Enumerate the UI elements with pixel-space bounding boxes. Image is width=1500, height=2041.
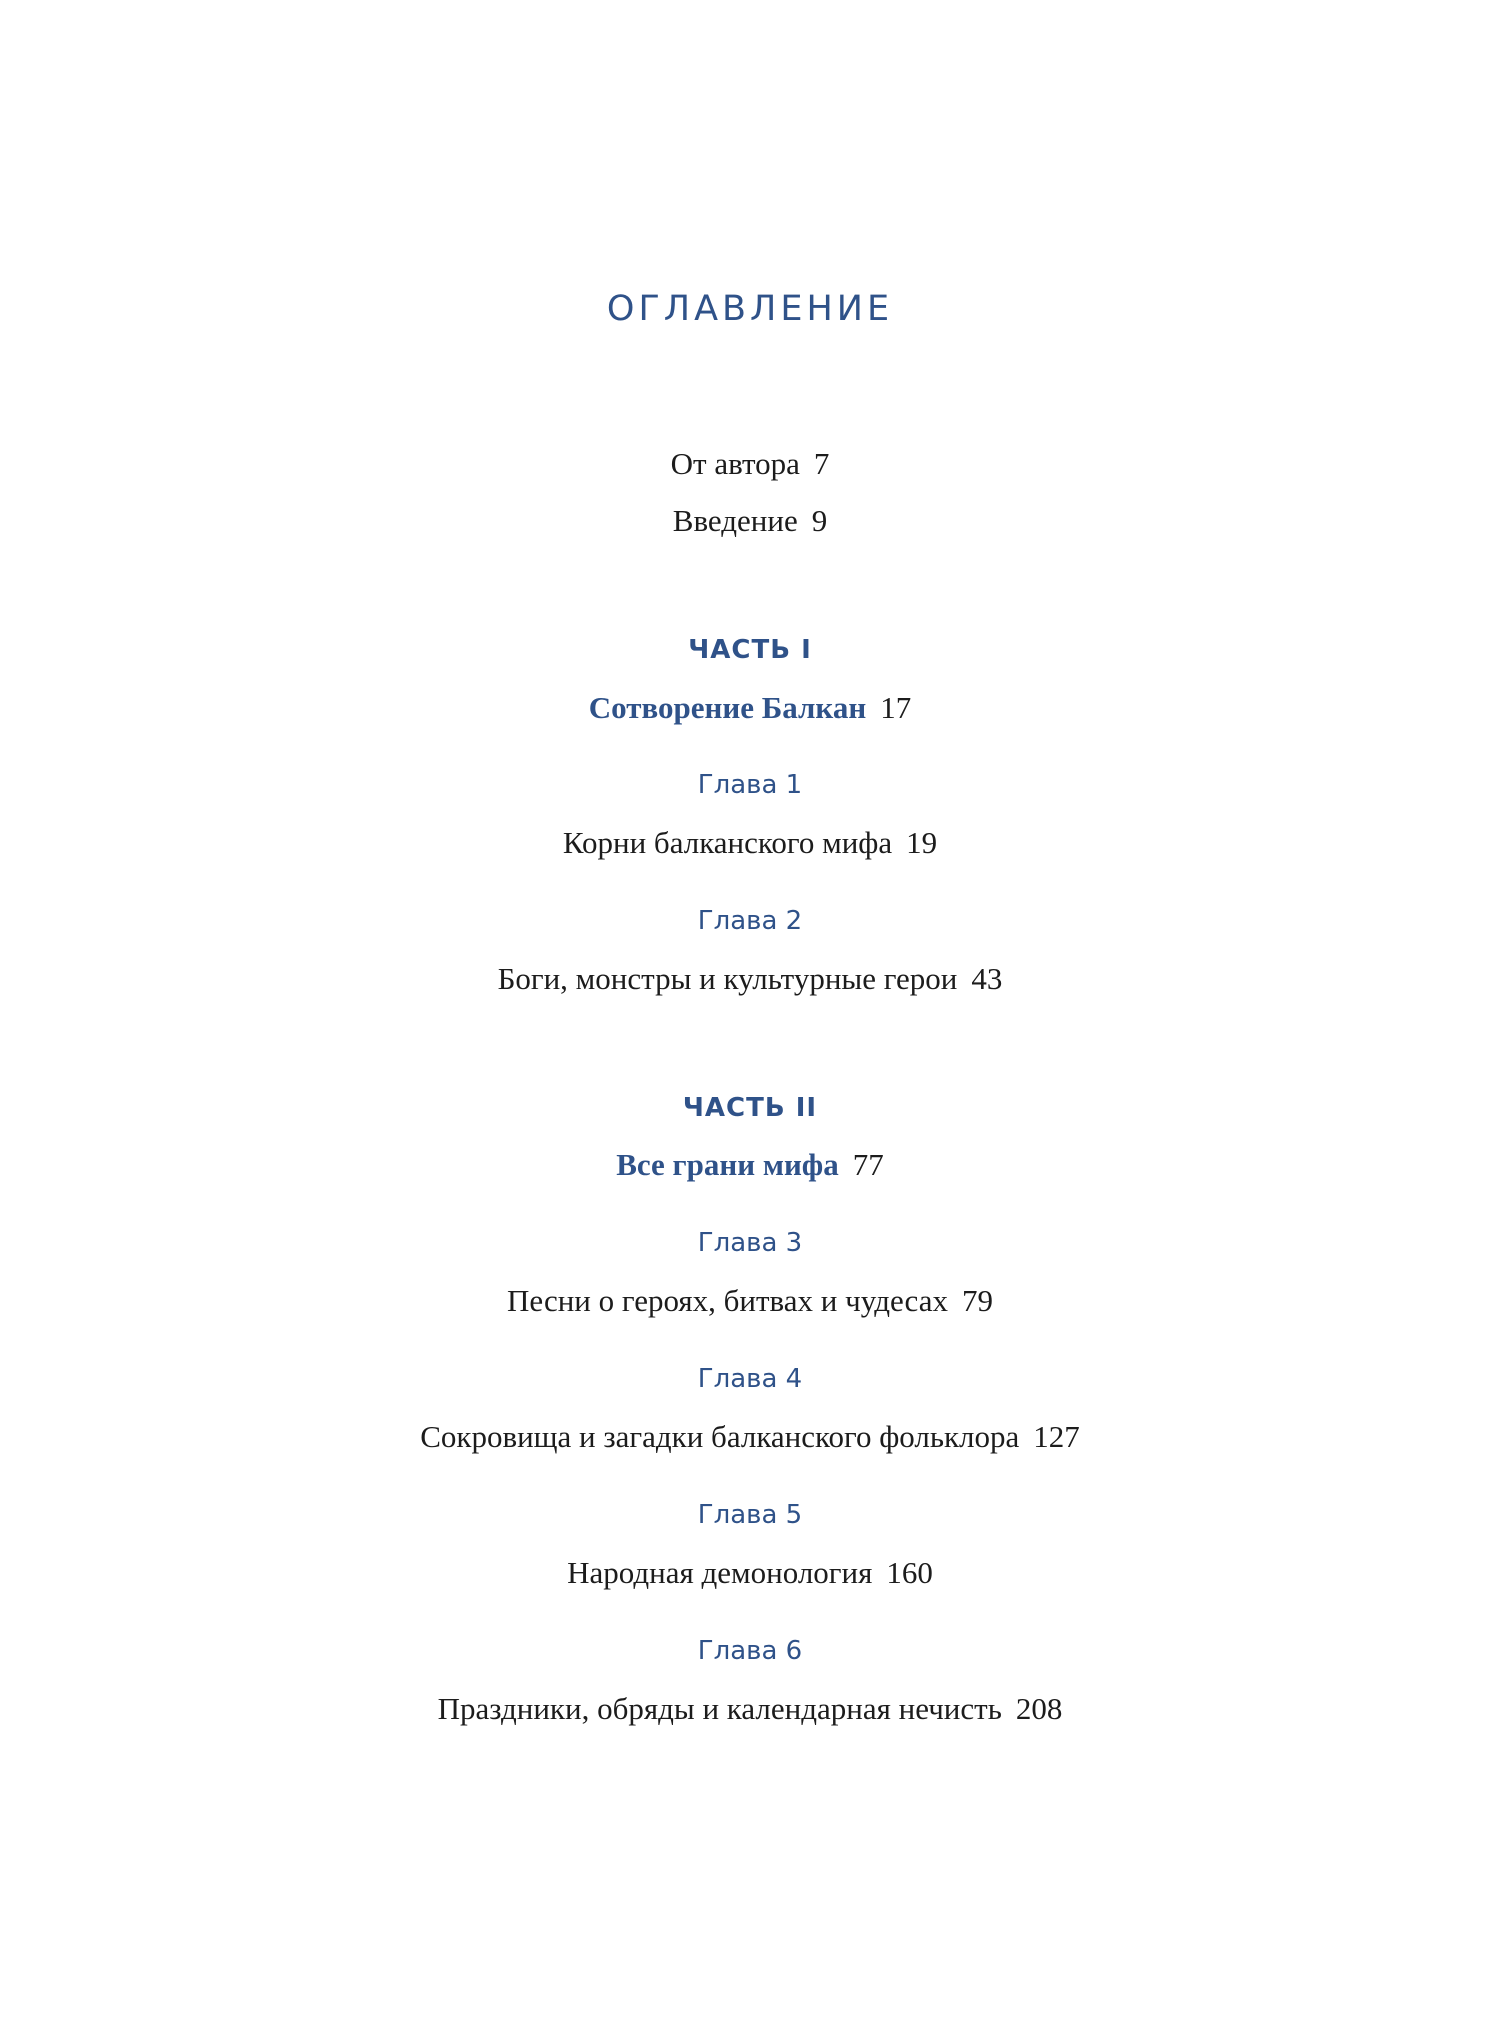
chapter-3-entry [0, 1285, 1500, 1316]
chapter-4-entry [0, 1421, 1500, 1452]
chapter-4-label: Глава 4 [697, 1364, 803, 1394]
entry-title: Введение [672, 503, 798, 538]
part-title-text: Сотворение Балкан [588, 690, 867, 725]
entry-title: Боги, монстры и культурные герои [497, 961, 958, 996]
part-1-title [0, 692, 1500, 723]
chapter-1-entry [0, 827, 1500, 858]
chapter-2-entry [0, 963, 1500, 994]
entry-page-number: 7 [813, 446, 830, 481]
part-2-label: ЧАСТЬ II [682, 1093, 818, 1123]
entry-title: Песни о героях, битвах и чудесах [507, 1283, 948, 1318]
part-1-label: ЧАСТЬ I [688, 635, 812, 665]
chapter-5-entry [0, 1557, 1500, 1588]
entry-title: Корни балканского мифа [562, 825, 893, 860]
toc-entry-author [0, 448, 1500, 479]
chapter-1-label: Глава 1 [697, 770, 803, 800]
chapter-6-label: Глава 6 [697, 1636, 803, 1666]
entry-page-number: 19 [906, 825, 938, 860]
toc-title: ОГЛАВЛЕНИЕ [606, 289, 894, 329]
entry-title: Сокровища и загадки балканского фольклора [420, 1419, 1020, 1454]
entry-page-number: 127 [1033, 1419, 1080, 1454]
entry-page-number: 208 [1015, 1691, 1063, 1726]
part-page-number: 77 [852, 1147, 884, 1182]
entry-title: Праздники, обряды и календарная нечисть [437, 1691, 1002, 1726]
entry-page-number: 43 [971, 961, 1003, 996]
chapter-6-entry [0, 1693, 1500, 1724]
part-title-text: Все грани мифа [616, 1147, 839, 1182]
entry-title: Народная демонология [567, 1555, 873, 1590]
entry-page-number: 79 [961, 1283, 993, 1318]
chapter-2-label: Глава 2 [697, 906, 803, 936]
chapter-5-label: Глава 5 [697, 1500, 803, 1530]
chapter-3-label: Глава 3 [697, 1228, 803, 1258]
part-page-number: 17 [880, 690, 912, 725]
entry-page-number: 9 [811, 503, 828, 538]
entry-page-number: 160 [886, 1555, 933, 1590]
part-2-title [0, 1149, 1500, 1180]
toc-entry-introduction [0, 505, 1500, 536]
entry-title: От автора [670, 446, 800, 481]
